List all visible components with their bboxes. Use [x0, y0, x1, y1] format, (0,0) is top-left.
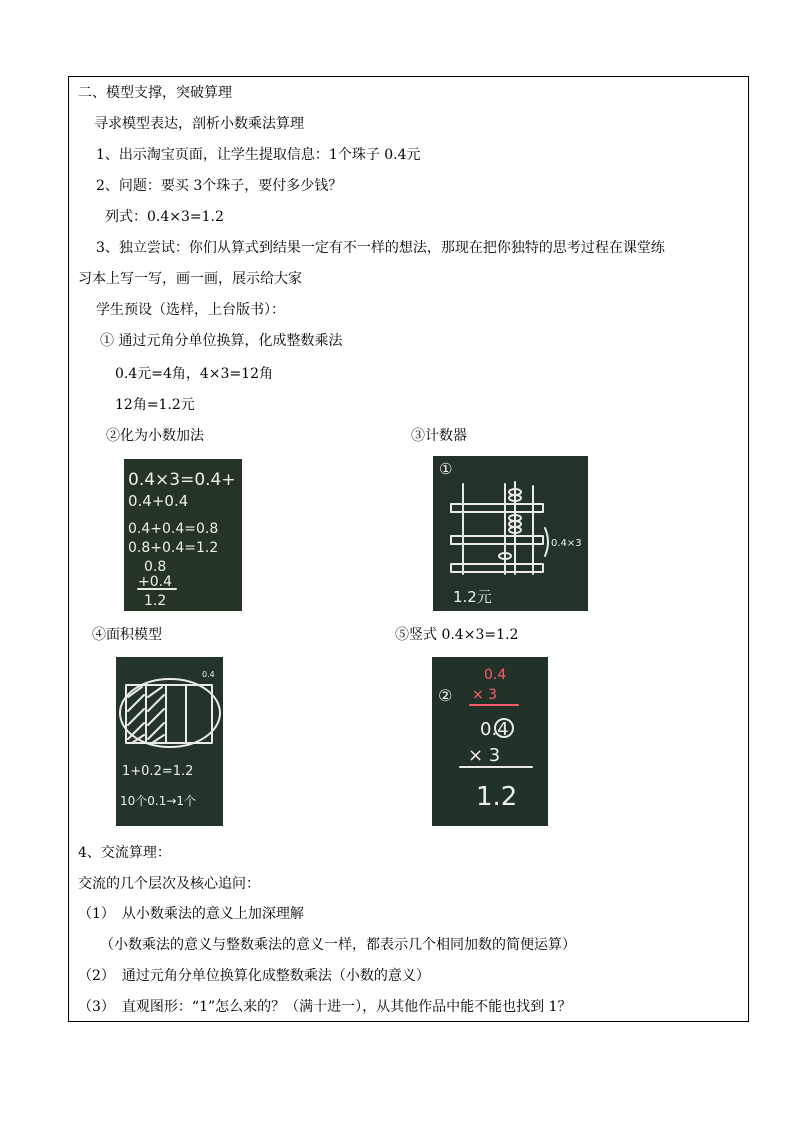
photo-area-model [116, 657, 223, 826]
chalk-line-1: 0.4×3=0.4+ [128, 470, 236, 490]
method-1-calc-2: 12角=1.2元 [115, 397, 195, 413]
counter-result: 1.2元 [453, 588, 492, 606]
red-multiplier: × 3 [472, 687, 498, 703]
chalk-line-2: 0.4+0.4 [128, 492, 189, 510]
chalk-line-5: 0.8 [144, 559, 167, 575]
area-corner-label: 0.4 [202, 670, 215, 679]
level-1: （1） 从小数乘法的意义上加深理解 [78, 906, 304, 922]
chalk-line-4: 0.8+0.4=1.2 [128, 540, 219, 556]
vertical-number: 0.4 [480, 719, 509, 740]
chalk-line-7: 1.2 [144, 593, 167, 609]
chalk-line-3: 0.4+0.4=0.8 [128, 521, 219, 537]
area-equation: 1+0.2=1.2 [122, 764, 194, 779]
chalk-line-6: +0.4 [138, 574, 172, 590]
step-1: 1、出示淘宝页面，让学生提取信息：1个珠子 0.4元 [96, 147, 421, 163]
preview-label: 学生预设（选样，上台版书）： [96, 302, 285, 318]
level-3: （3） 直观图形：“1”怎么来的？（满十进一），从其他作品中能不能也找到 1？ [78, 999, 572, 1015]
counter-bar-1 [451, 504, 543, 512]
vertical-tag: ② [438, 686, 453, 705]
method-3-label: ③计数器 [411, 428, 467, 444]
levels-intro: 交流的几个层次及核心追问： [78, 876, 260, 892]
step-2: 2、问题：要买 3个珠子，要付多少钱？ [96, 178, 343, 194]
level-2: （2） 通过元角分单位换算化成整数乘法（小数的意义） [78, 968, 430, 984]
formula: 列式：0.4×3=1.2 [105, 209, 224, 225]
method-1: ① 通过元角分单位换算，化成整数乘法 [100, 333, 343, 349]
red-top-number: 0.4 [484, 667, 507, 683]
brace [545, 528, 548, 556]
step-3-line-1: 3、独立尝试：你们从算式到结果一定有不一样的想法，那现在把你独特的思考过程在课堂练 [96, 240, 665, 256]
method-1-calc-1: 0.4元=4角，4×3=12角 [115, 366, 273, 382]
counter-tag: ① [439, 460, 453, 478]
photo-vertical-calculation [432, 657, 548, 826]
vertical-multiplier: × 3 [468, 745, 501, 766]
counter-side-text: 0.4×3 [551, 538, 582, 549]
section-title: 二、模型支撑，突破算理 [78, 85, 232, 101]
method-4-label: ④面积模型 [92, 627, 162, 643]
method-5-label: ⑤竖式 0.4×3=1.2 [395, 627, 519, 643]
level-1-note: （小数乘法的意义与整数乘法的意义一样，都表示几个相同加数的简便运算） [100, 937, 576, 953]
photo-decimal-addition [124, 459, 242, 611]
method-2-label: ②化为小数加法 [106, 428, 204, 444]
area-arrow-text: 10个0.1→1个 [120, 794, 197, 808]
step-4: 4、交流算理： [78, 845, 171, 861]
subtitle: 寻求模型表达，剖析小数乘法算理 [94, 116, 304, 132]
vertical-result: 1.2 [476, 782, 518, 812]
counter-bar-2 [451, 536, 543, 544]
photo-counter [433, 456, 588, 611]
counter-bar-3 [451, 564, 543, 572]
area-outline [120, 679, 220, 747]
step-3-line-2: 习本上写一写，画一画，展示给大家 [78, 271, 302, 287]
